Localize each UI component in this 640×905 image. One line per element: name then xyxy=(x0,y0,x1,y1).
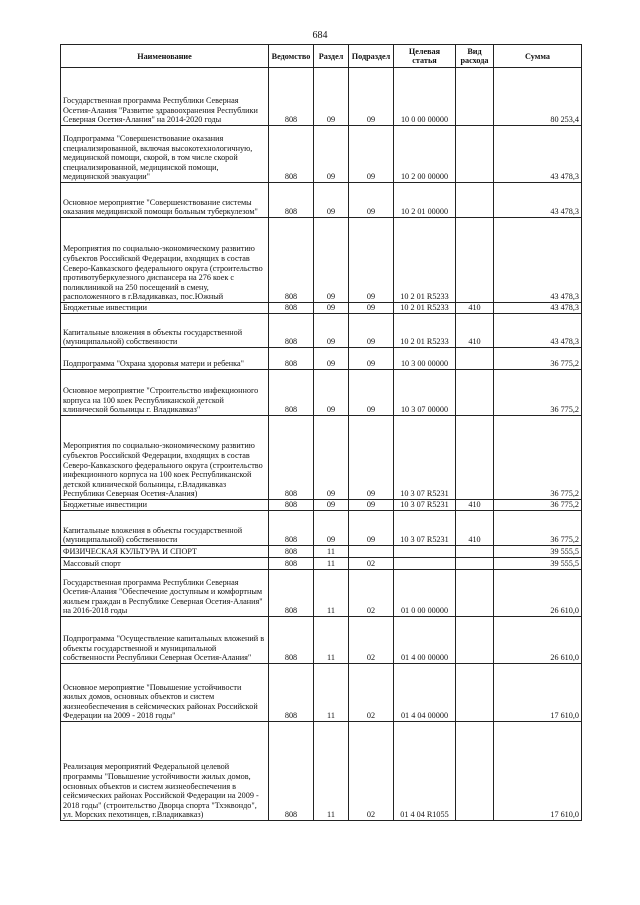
row-ministry-cell: 808 xyxy=(269,348,314,370)
table-row xyxy=(61,370,582,416)
row-type-cell: 410 xyxy=(456,500,494,511)
row-subsection-cell: 09 xyxy=(349,303,394,314)
col-header-ministry: Ведомство xyxy=(269,45,314,68)
row-type-cell xyxy=(456,617,494,664)
row-ministry-cell: 808 xyxy=(269,183,314,218)
row-type-cell xyxy=(456,664,494,722)
table-row xyxy=(61,664,582,722)
row-name-cell: Подпрограмма "Охрана здоровья матери и ребенка" xyxy=(61,348,269,370)
table-row xyxy=(61,348,582,370)
row-target-cell: 10 3 07 R5231 xyxy=(394,511,456,546)
row-subsection-cell: 02 xyxy=(349,722,394,821)
row-section-cell: 09 xyxy=(314,68,349,126)
row-name-cell: Государственная программа Республики Северная Осетия-Алания "Обеспечение доступным и комфортным жильем граждан в Республике Северная Осетия-Алания" на 2016-2018 годы xyxy=(61,570,269,617)
table-row xyxy=(61,617,582,664)
row-section-cell: 09 xyxy=(314,314,349,348)
row-section-cell: 11 xyxy=(314,664,349,722)
row-name-cell: Бюджетные инвестиции xyxy=(61,500,269,511)
row-type-cell xyxy=(456,68,494,126)
row-ministry-cell: 808 xyxy=(269,68,314,126)
row-section-cell: 11 xyxy=(314,558,349,570)
table-row xyxy=(61,68,582,126)
row-name-cell: Подпрограмма "Осуществление капитальных вложений в объекты государственной и муниципальной собственности Республики Северная Осетия-Алания" xyxy=(61,617,269,664)
row-target-cell: 01 4 04 R1055 xyxy=(394,722,456,821)
row-target-cell: 01 4 00 00000 xyxy=(394,617,456,664)
row-target-cell: 10 2 01 R5233 xyxy=(394,314,456,348)
row-amount-cell: 43 478,3 xyxy=(494,126,582,183)
row-name-cell: Капитальные вложения в объекты государственной (муниципальной) собственности xyxy=(61,511,269,546)
row-target-cell: 10 3 00 00000 xyxy=(394,348,456,370)
row-ministry-cell: 808 xyxy=(269,511,314,546)
row-type-cell: 410 xyxy=(456,303,494,314)
table-header-row xyxy=(61,45,582,68)
row-target-cell: 10 2 01 00000 xyxy=(394,183,456,218)
row-type-cell: 410 xyxy=(456,511,494,546)
row-ministry-cell: 808 xyxy=(269,126,314,183)
table-row xyxy=(61,416,582,500)
row-target-cell: 10 2 01 R5233 xyxy=(394,218,456,303)
col-header-expense-type: Вид расхода xyxy=(456,45,494,68)
row-amount-cell: 36 775,2 xyxy=(494,370,582,416)
row-name-cell: Массовый спорт xyxy=(61,558,269,570)
row-amount-cell: 26 610,0 xyxy=(494,570,582,617)
row-amount-cell: 43 478,3 xyxy=(494,314,582,348)
row-ministry-cell: 808 xyxy=(269,314,314,348)
row-section-cell: 11 xyxy=(314,722,349,821)
row-subsection-cell: 09 xyxy=(349,218,394,303)
row-ministry-cell: 808 xyxy=(269,722,314,821)
table-row xyxy=(61,511,582,546)
row-section-cell: 09 xyxy=(314,348,349,370)
row-name-cell: Основное мероприятие "Строительство инфекционного корпуса на 100 коек Республиканской детской клинической больницы г. Владикавказ" xyxy=(61,370,269,416)
row-name-cell: Подпрограмма "Совершенствование оказания специализированной, включая высокотехнологичную, медицинской помощи, скорой, в том числе скорой специализированной, медицинской помощи, медицинской эвакуации" xyxy=(61,126,269,183)
row-section-cell: 09 xyxy=(314,370,349,416)
row-type-cell xyxy=(456,348,494,370)
row-amount-cell: 36 775,2 xyxy=(494,500,582,511)
row-section-cell: 11 xyxy=(314,546,349,558)
row-amount-cell: 36 775,2 xyxy=(494,348,582,370)
row-name-cell: Мероприятия по социально-экономическому развитию субъектов Российской Федерации, входящих в состав Северо-Кавказского федерального округа (строительство инфекционного корпуса на 100 коек Республиканской детской клинической больницы, г.Владикавказ Республики Северная Осетия-Алания) xyxy=(61,416,269,500)
row-type-cell xyxy=(456,558,494,570)
table-row xyxy=(61,558,582,570)
row-target-cell: 10 2 01 R5233 xyxy=(394,303,456,314)
row-type-cell xyxy=(456,546,494,558)
row-name-cell: Реализация мероприятий Федеральной целевой программы "Повышение устойчивости жилых домов, основных объектов и систем жизнеобеспечения в сейсмических районах Российской Федерации на 2009 - 2018 годы" (строительство Дворца спорта "Тхэквондо", ул. Морских пехотинцев, г.Владикавказ) xyxy=(61,722,269,821)
row-amount-cell: 26 610,0 xyxy=(494,617,582,664)
row-subsection-cell: 09 xyxy=(349,370,394,416)
table-row xyxy=(61,218,582,303)
row-target-cell: 10 3 07 00000 xyxy=(394,370,456,416)
row-amount-cell: 43 478,3 xyxy=(494,218,582,303)
row-amount-cell: 43 478,3 xyxy=(494,183,582,218)
row-name-cell: ФИЗИЧЕСКАЯ КУЛЬТУРА И СПОРТ xyxy=(61,546,269,558)
row-subsection-cell: 09 xyxy=(349,416,394,500)
row-name-cell: Основное мероприятие "Совершенствование системы оказания медицинской помощи больным туберкулезом" xyxy=(61,183,269,218)
row-ministry-cell: 808 xyxy=(269,546,314,558)
row-target-cell xyxy=(394,546,456,558)
row-ministry-cell: 808 xyxy=(269,303,314,314)
table-row xyxy=(61,570,582,617)
row-section-cell: 09 xyxy=(314,511,349,546)
row-ministry-cell: 808 xyxy=(269,570,314,617)
row-target-cell xyxy=(394,558,456,570)
row-target-cell: 10 2 00 00000 xyxy=(394,126,456,183)
row-section-cell: 11 xyxy=(314,570,349,617)
table-row xyxy=(61,183,582,218)
row-section-cell: 09 xyxy=(314,218,349,303)
row-ministry-cell: 808 xyxy=(269,218,314,303)
row-subsection-cell: 02 xyxy=(349,558,394,570)
row-amount-cell: 36 775,2 xyxy=(494,416,582,500)
row-type-cell xyxy=(456,416,494,500)
row-type-cell xyxy=(456,183,494,218)
row-amount-cell: 17 610,0 xyxy=(494,722,582,821)
row-name-cell: Бюджетные инвестиции xyxy=(61,303,269,314)
row-ministry-cell: 808 xyxy=(269,500,314,511)
row-ministry-cell: 808 xyxy=(269,617,314,664)
row-type-cell xyxy=(456,570,494,617)
row-type-cell xyxy=(456,722,494,821)
row-amount-cell: 17 610,0 xyxy=(494,664,582,722)
table-row xyxy=(61,314,582,348)
row-subsection-cell: 02 xyxy=(349,570,394,617)
row-type-cell xyxy=(456,126,494,183)
row-section-cell: 09 xyxy=(314,126,349,183)
table-row xyxy=(61,500,582,511)
row-subsection-cell: 09 xyxy=(349,126,394,183)
row-type-cell xyxy=(456,218,494,303)
row-subsection-cell xyxy=(349,546,394,558)
row-subsection-cell: 02 xyxy=(349,617,394,664)
row-amount-cell: 39 555,5 xyxy=(494,546,582,558)
row-ministry-cell: 808 xyxy=(269,370,314,416)
col-header-section: Раздел xyxy=(314,45,349,68)
row-subsection-cell: 09 xyxy=(349,68,394,126)
row-amount-cell: 80 253,4 xyxy=(494,68,582,126)
row-type-cell: 410 xyxy=(456,314,494,348)
col-header-subsection: Подраздел xyxy=(349,45,394,68)
row-ministry-cell: 808 xyxy=(269,558,314,570)
row-type-cell xyxy=(456,370,494,416)
row-section-cell: 09 xyxy=(314,183,349,218)
row-subsection-cell: 09 xyxy=(349,183,394,218)
row-ministry-cell: 808 xyxy=(269,664,314,722)
row-name-cell: Мероприятия по социально-экономическому развитию субъектов Российской Федерации, входящих в состав Северо-Кавказского федерального округа (строительство противотуберкулезного диспансера на 276 коек с поликлиникой на 250 посещений в смену, расположенного в г.Владикавказ, пос.Южный xyxy=(61,218,269,303)
row-name-cell: Государственная программа Республики Северная Осетия-Алания "Развитие здравоохранения Республики Северная Осетия-Алания" на 2014-2020 годы xyxy=(61,68,269,126)
row-section-cell: 11 xyxy=(314,617,349,664)
row-target-cell: 10 3 07 R5231 xyxy=(394,500,456,511)
row-section-cell: 09 xyxy=(314,416,349,500)
col-header-amount: Сумма xyxy=(494,45,582,68)
row-target-cell: 10 0 00 00000 xyxy=(394,68,456,126)
page-number: 684 xyxy=(312,30,328,41)
row-subsection-cell: 09 xyxy=(349,348,394,370)
row-target-cell: 01 4 04 00000 xyxy=(394,664,456,722)
row-amount-cell: 36 775,2 xyxy=(494,511,582,546)
row-ministry-cell: 808 xyxy=(269,416,314,500)
row-name-cell: Капитальные вложения в объекты государственной (муниципальной) собственности xyxy=(61,314,269,348)
row-amount-cell: 43 478,3 xyxy=(494,303,582,314)
row-subsection-cell: 09 xyxy=(349,511,394,546)
col-header-name: Наименование xyxy=(61,45,269,68)
row-subsection-cell: 09 xyxy=(349,314,394,348)
row-target-cell: 01 0 00 00000 xyxy=(394,570,456,617)
row-amount-cell: 39 555,5 xyxy=(494,558,582,570)
row-subsection-cell: 09 xyxy=(349,500,394,511)
table-row xyxy=(61,126,582,183)
col-header-target-article: Целевая статья xyxy=(394,45,456,68)
row-name-cell: Основное мероприятие "Повышение устойчивости жилых домов, основных объектов и систем жизнеобеспечения в сейсмических районах Российской Федерации на 2009 - 2018 годы" xyxy=(61,664,269,722)
row-target-cell: 10 3 07 R5231 xyxy=(394,416,456,500)
budget-table xyxy=(60,44,582,821)
row-section-cell: 09 xyxy=(314,500,349,511)
table-row xyxy=(61,303,582,314)
row-section-cell: 09 xyxy=(314,303,349,314)
table-row xyxy=(61,722,582,821)
table-row xyxy=(61,546,582,558)
row-subsection-cell: 02 xyxy=(349,664,394,722)
